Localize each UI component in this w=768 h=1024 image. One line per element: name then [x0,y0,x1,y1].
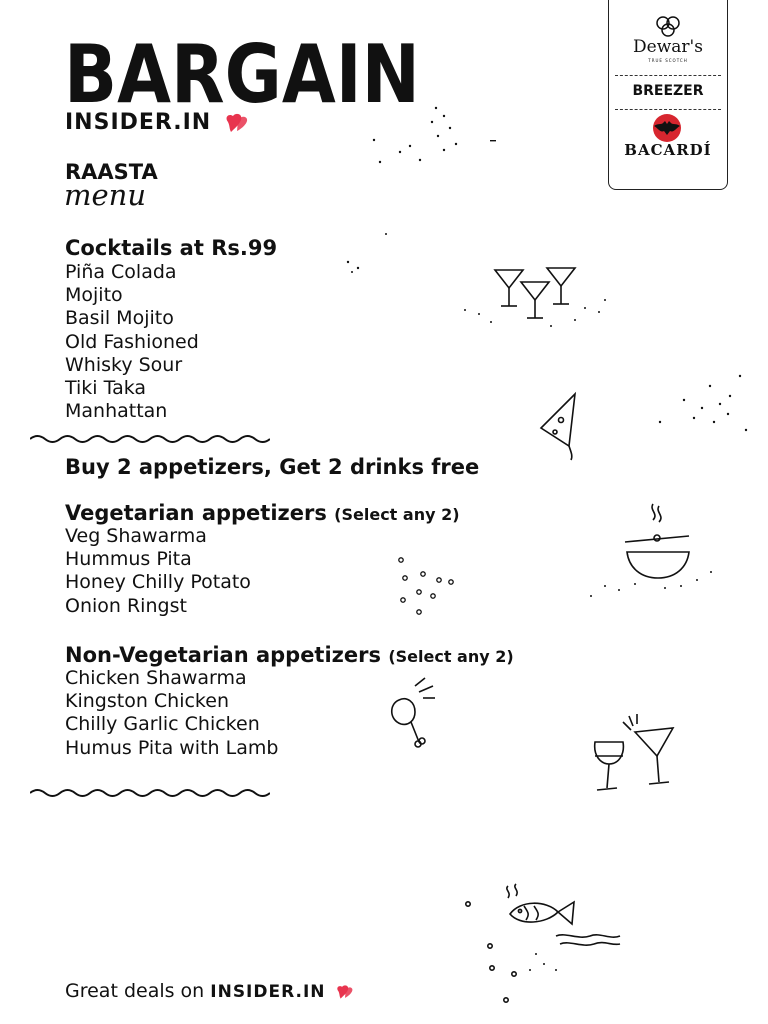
heart-icon [334,983,356,1001]
bargain-wordmark: BARGAIN [64,40,420,106]
list-item: Mojito [65,284,123,307]
cocktail-list [65,261,199,423]
nonveg-list [65,667,278,760]
veg-list [65,525,251,618]
bacardi-logo: BACARDÍ [624,141,712,159]
list-item: Honey Chilly Potato [65,571,251,594]
list-item: Old Fashioned [65,330,199,353]
sprinkle-dots-icon [360,100,510,170]
sponsor-panel [608,0,728,190]
insider-wordmark: INSIDER.IN [65,110,212,135]
list-item: Chicken Shawarma [65,667,247,689]
pizza-slice-icon [535,390,585,462]
offer-heading: Buy 2 appetizers, Get 2 drinks free [65,455,480,479]
veg-heading-title: Vegetarian appetizers [65,501,327,525]
list-item: Veg Shawarma [65,525,207,547]
cheers-glasses-icon [585,712,685,797]
insider-logo [65,110,252,135]
wave-divider [30,787,270,799]
bubble-dots-icon [393,552,463,622]
bargain-logo [64,40,420,106]
list-item: Onion Ringst [65,594,187,617]
list-item: Hummus Pita [65,548,192,571]
list-item: Whisky Sour [65,353,183,376]
cocktails-heading: Cocktails at Rs.99 [65,236,278,260]
nonveg-heading [65,643,514,667]
menu-label: menu [64,178,147,212]
nonveg-heading-title: Non-Vegetarian appetizers [65,643,381,667]
list-item: Tiki Taka [65,377,147,400]
footer [65,980,356,1002]
sprinkle-dots-icon [650,370,760,450]
list-item: Piña Colada [65,261,177,283]
list-item: Kingston Chicken [65,690,229,713]
heart-icon [222,112,252,134]
list-item: Manhattan [65,400,168,423]
veg-heading-note: (Select any 2) [334,505,460,524]
sprinkle-dots-icon [338,228,398,278]
dewars-tagline: TRUE SCOTCH [648,58,688,63]
bacardi-bat-icon [649,113,685,143]
nonveg-heading-note: (Select any 2) [388,647,514,666]
veg-heading [65,501,460,525]
bowl-icon [585,500,720,600]
list-item: Humus Pita with Lamb [65,736,279,759]
breezer-logo: BREEZER [632,83,704,99]
dewars-crest-icon [655,15,681,37]
sponsor-divider [615,75,721,76]
footer-text: Great deals on [65,980,205,1002]
dewars-logo: Dewar's [633,37,703,57]
fish-icon [460,870,625,1010]
chicken-leg-icon [385,672,445,752]
sponsor-divider [615,109,721,110]
venue-name: RAASTA [65,160,158,184]
footer-brand: INSIDER.IN [210,982,326,1002]
list-item: Basil Mojito [65,307,174,330]
wave-divider [30,433,270,445]
cocktail-glasses-icon [455,260,615,335]
list-item: Chilly Garlic Chicken [65,713,260,736]
